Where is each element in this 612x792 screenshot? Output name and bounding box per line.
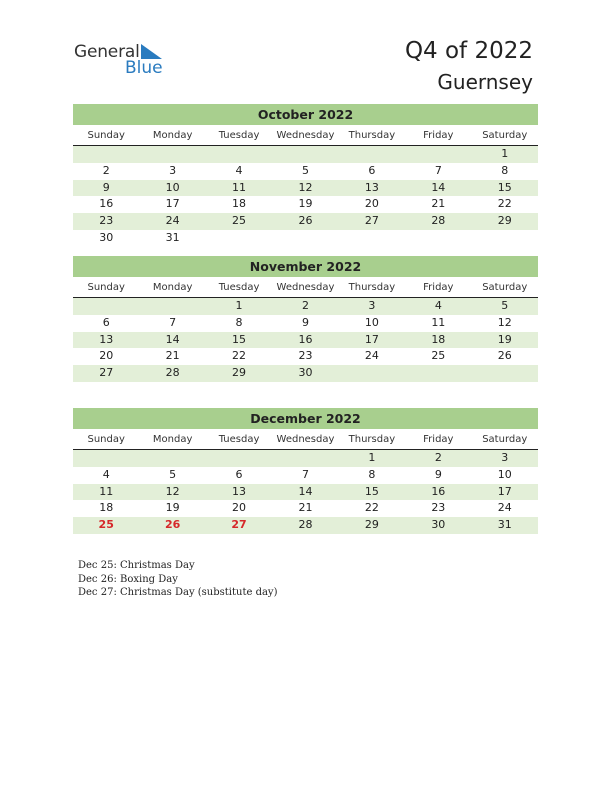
- day-cell: 10: [497, 467, 512, 481]
- page-title: Q4 of 2022: [404, 38, 533, 64]
- day-cell: 7: [169, 315, 177, 329]
- day-cell: 21: [165, 349, 180, 363]
- day-cell: 27: [364, 214, 379, 228]
- weekday-label: Saturday: [482, 282, 528, 293]
- holiday-notes: [78, 559, 277, 600]
- weekday-label: Friday: [423, 130, 454, 141]
- day-cell: 25: [431, 349, 446, 363]
- week-row: [73, 163, 538, 180]
- day-cell: 4: [434, 299, 442, 312]
- day-cell: 29: [364, 518, 379, 532]
- day-cell: 8: [368, 467, 376, 481]
- day-cell: 28: [298, 518, 313, 532]
- day-cell: 11: [232, 180, 247, 194]
- day-cell: 8: [235, 315, 243, 329]
- week-row: [73, 348, 538, 365]
- day-cell: 7: [434, 163, 442, 177]
- weekday-label: Friday: [423, 434, 454, 445]
- day-cell: 25: [232, 214, 247, 228]
- day-cell: 11: [99, 484, 114, 498]
- weekday-label: Wednesday: [276, 282, 335, 293]
- day-cell: [73, 146, 139, 163]
- weekday-label: Monday: [152, 282, 193, 293]
- day-cell: 29: [497, 214, 512, 228]
- weekday-label: Tuesday: [218, 130, 260, 141]
- logo-word-blue: Blue: [125, 58, 163, 78]
- day-cell: 3: [501, 451, 509, 464]
- day-cell: 12: [165, 484, 180, 498]
- day-cell: 19: [497, 332, 512, 346]
- week-row: [73, 180, 538, 197]
- weekday-label: Monday: [152, 130, 193, 141]
- day-cell: [272, 230, 338, 247]
- day-cell: 15: [364, 484, 379, 498]
- day-cell: [339, 230, 405, 247]
- day-cell: 18: [99, 501, 114, 515]
- day-cell: 2: [434, 451, 442, 464]
- day-cell: 17: [165, 197, 180, 211]
- month-title: December 2022: [73, 408, 538, 429]
- day-cell: 9: [102, 180, 110, 194]
- week-row: [73, 213, 538, 230]
- day-cell: [405, 230, 471, 247]
- day-cell: 19: [298, 197, 313, 211]
- day-cell: [139, 450, 205, 467]
- week-row: [73, 315, 538, 332]
- day-cell: 30: [298, 366, 313, 380]
- day-cell: [272, 450, 338, 467]
- month-title: November 2022: [73, 256, 538, 277]
- day-cell: 15: [497, 180, 512, 194]
- weekday-label: Wednesday: [276, 130, 335, 141]
- day-cell: [139, 146, 205, 163]
- day-cell: 14: [298, 484, 313, 498]
- day-cell: 16: [298, 332, 313, 346]
- day-cell: 23: [99, 214, 114, 228]
- week-row: [73, 467, 538, 484]
- day-cell: 18: [232, 197, 247, 211]
- day-cell: 9: [434, 467, 442, 481]
- weekday-label: Wednesday: [276, 434, 335, 445]
- day-cell: 24: [497, 501, 512, 515]
- holiday-note: Dec 27: Christmas Day (substitute day): [78, 587, 278, 598]
- week-row: [73, 517, 538, 534]
- day-cell: [206, 146, 272, 163]
- day-cell: 10: [364, 315, 379, 329]
- logo: [74, 42, 174, 78]
- week-row: [73, 146, 538, 163]
- day-cell: 28: [165, 366, 180, 380]
- day-cell: [339, 146, 405, 163]
- day-cell: 21: [431, 197, 446, 211]
- week-row: [73, 365, 538, 382]
- day-cell: 3: [169, 163, 177, 177]
- day-cell: 6: [368, 163, 376, 177]
- day-cell: 5: [301, 163, 309, 177]
- day-cell: 4: [235, 163, 243, 177]
- day-cell: 27: [99, 366, 114, 380]
- day-cell: 21: [298, 501, 313, 515]
- day-cell: 14: [165, 332, 180, 346]
- day-cell: 12: [298, 180, 313, 194]
- day-cell: 13: [232, 484, 247, 498]
- day-cell: 10: [165, 180, 180, 194]
- day-cell: 2: [301, 299, 309, 312]
- day-cell: [73, 298, 139, 315]
- day-cell: 15: [232, 332, 247, 346]
- week-row: [73, 332, 538, 349]
- day-cell: [472, 230, 538, 247]
- day-cell: 31: [165, 230, 180, 244]
- day-cell: 1: [501, 147, 509, 160]
- day-cell: 30: [431, 518, 446, 532]
- week-row: [73, 500, 538, 517]
- holiday-note: Dec 26: Boxing Day: [78, 573, 178, 585]
- day-cell: 8: [501, 163, 509, 177]
- week-row: [73, 196, 538, 213]
- day-cell: 12: [497, 315, 512, 329]
- weekday-label: Thursday: [348, 130, 396, 141]
- month-title: October 2022: [73, 104, 538, 125]
- day-cell: [272, 146, 338, 163]
- day-cell: 4: [102, 467, 110, 481]
- day-cell: 14: [431, 180, 446, 194]
- day-cell: 30: [99, 230, 114, 244]
- day-cell: 11: [431, 315, 446, 329]
- day-cell: 2: [102, 163, 110, 177]
- weekday-label: Saturday: [482, 434, 528, 445]
- month-calendar: [73, 256, 538, 382]
- day-cell: 25: [98, 518, 114, 532]
- day-cell: 16: [99, 197, 114, 211]
- day-cell: [405, 365, 471, 382]
- holiday-note: Dec 25: Christmas Day: [78, 560, 195, 571]
- day-cell: 6: [102, 315, 110, 329]
- weekday-label: Sunday: [87, 434, 125, 445]
- day-cell: 19: [165, 501, 180, 515]
- day-cell: 17: [364, 332, 379, 346]
- day-cell: 13: [364, 180, 379, 194]
- weekday-label: Thursday: [348, 282, 396, 293]
- day-cell: 23: [298, 349, 313, 363]
- week-row: [73, 484, 538, 501]
- day-cell: 20: [232, 501, 247, 515]
- day-cell: 1: [368, 451, 376, 464]
- day-cell: 13: [99, 332, 114, 346]
- day-cell: 9: [301, 315, 309, 329]
- day-cell: [206, 450, 272, 467]
- day-cell: 7: [301, 467, 309, 481]
- week-row: [73, 298, 538, 315]
- day-cell: 22: [364, 501, 379, 515]
- weekday-label: Friday: [423, 282, 454, 293]
- day-cell: [139, 298, 205, 315]
- day-cell: 24: [165, 214, 180, 228]
- day-cell: 28: [431, 214, 446, 228]
- day-cell: 22: [232, 349, 247, 363]
- day-cell: 29: [232, 366, 247, 380]
- day-cell: 22: [497, 197, 512, 211]
- weekday-label: Sunday: [87, 130, 125, 141]
- weekday-label: Saturday: [482, 130, 528, 141]
- day-cell: [339, 365, 405, 382]
- logo-word-general: General: [74, 42, 140, 62]
- weekday-header-row: [73, 128, 538, 146]
- day-cell: 1: [235, 299, 243, 312]
- week-row: [73, 230, 538, 247]
- day-cell: 18: [431, 332, 446, 346]
- day-cell: 20: [364, 197, 379, 211]
- day-cell: [405, 146, 471, 163]
- day-cell: [472, 365, 538, 382]
- month-calendar: [73, 408, 538, 534]
- day-cell: [73, 450, 139, 467]
- weekday-label: Tuesday: [218, 434, 260, 445]
- day-cell: 26: [497, 349, 512, 363]
- day-cell: 27: [231, 518, 247, 532]
- day-cell: 23: [431, 501, 446, 515]
- day-cell: 20: [99, 349, 114, 363]
- day-cell: 31: [497, 518, 512, 532]
- weekday-label: Monday: [152, 434, 193, 445]
- day-cell: 24: [364, 349, 379, 363]
- day-cell: 5: [169, 467, 177, 481]
- weekday-label: Sunday: [87, 282, 125, 293]
- day-cell: 17: [497, 484, 512, 498]
- day-cell: 26: [298, 214, 313, 228]
- week-row: [73, 450, 538, 467]
- weekday-label: Tuesday: [218, 282, 260, 293]
- day-cell: [206, 230, 272, 247]
- weekday-label: Thursday: [348, 434, 396, 445]
- day-cell: 16: [431, 484, 446, 498]
- month-calendar: [73, 104, 538, 247]
- day-cell: 6: [235, 467, 243, 481]
- day-cell: 3: [368, 299, 376, 312]
- page-subtitle: Guernsey: [437, 70, 533, 94]
- weekday-header-row: [73, 280, 538, 298]
- day-cell: 26: [164, 518, 181, 532]
- weekday-header-row: [73, 432, 538, 450]
- day-cell: 5: [501, 299, 509, 312]
